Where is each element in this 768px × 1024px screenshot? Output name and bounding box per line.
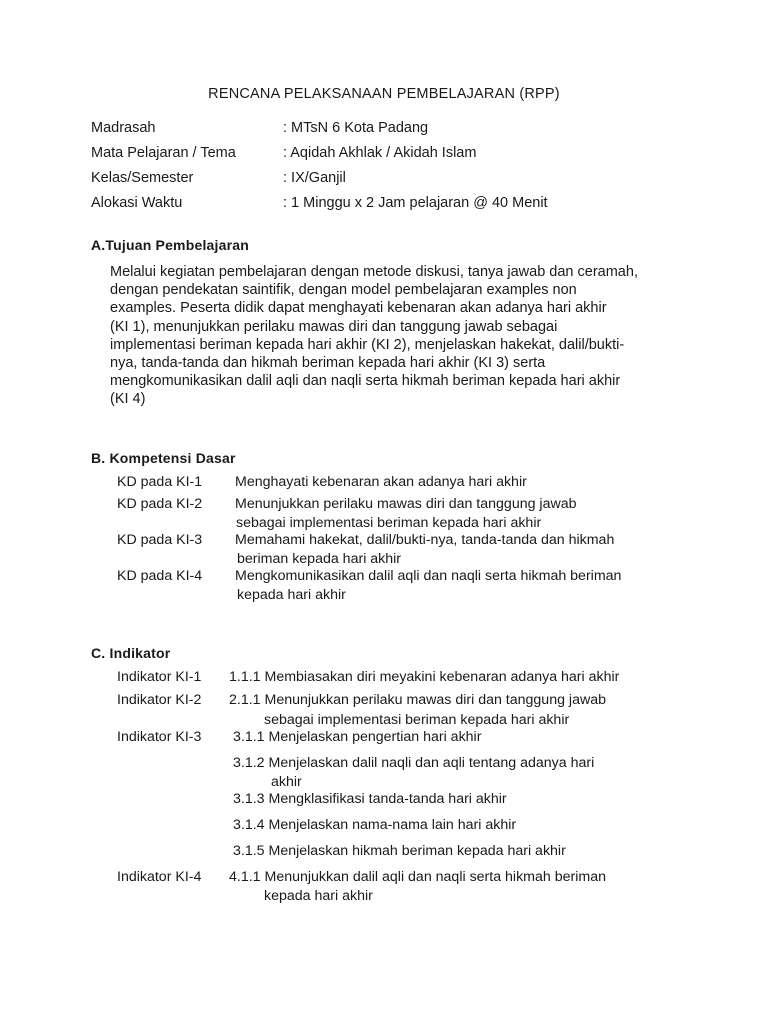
- indicator-text: 4.1.1 Menunjukkan dalil aqli dan naqli serta hikmah beriman: [229, 869, 606, 885]
- indicator-label: Indikator KI-2: [117, 692, 202, 708]
- kd-label: KD pada KI-3: [117, 532, 203, 548]
- indicator-label: Indikator KI-1: [117, 669, 202, 685]
- meta-value-subject: : Aqidah Akhlak / Akidah Islam: [283, 145, 477, 161]
- indicator-text-continued: kepada hari akhir: [264, 888, 373, 904]
- kd-text-continued: sebagai implementasi beriman kepada hari akhir: [236, 515, 542, 531]
- paragraph-line: Melalui kegiatan pembelajaran dengan metode diskusi, tanya jawab dan ceramah,: [110, 264, 638, 280]
- meta-label-time: Alokasi Waktu: [91, 195, 183, 211]
- paragraph-line: mengkomunikasikan dalil aqli dan naqli serta hikmah beriman kepada hari akhir: [110, 373, 621, 390]
- meta-label-madrasah: Madrasah: [91, 120, 156, 136]
- paragraph-line: (KI 4): [110, 391, 146, 408]
- kd-label: KD pada KI-2: [117, 496, 203, 512]
- kd-text-continued: beriman kepada hari akhir: [237, 551, 402, 567]
- section-a-heading: A.Tujuan Pembelajaran: [91, 237, 249, 253]
- kd-text: Mengkomunikasikan dalil aqli dan naqli serta hikmah beriman: [235, 568, 622, 584]
- paragraph-line: examples. Peserta didik dapat menghayati kebenaran akan adanya hari akhir: [110, 300, 607, 317]
- document-title: RENCANA PELAKSANAAN PEMBELAJARAN (RPP): [208, 86, 560, 102]
- section-a-paragraph: [110, 263, 690, 409]
- indicator-text: 3.1.5 Menjelaskan hikmah beriman kepada hari akhir: [233, 843, 566, 859]
- indicator-label: Indikator KI-4: [117, 869, 202, 885]
- kd-text: Memahami hakekat, dalil/bukti-nya, tanda-tanda dan hikmah: [235, 532, 615, 548]
- kd-label: KD pada KI-1: [117, 474, 203, 490]
- indicator-text: 1.1.1 Membiasakan diri meyakini kebenaran adanya hari akhir: [229, 669, 620, 685]
- meta-label-subject: Mata Pelajaran / Tema: [91, 145, 236, 161]
- indicator-label: Indikator KI-3: [117, 729, 202, 745]
- kd-text: Menunjukkan perilaku mawas diri dan tanggung jawab: [235, 496, 577, 512]
- kd-text: Menghayati kebenaran akan adanya hari akhir: [235, 474, 527, 490]
- kd-label: KD pada KI-4: [117, 568, 203, 584]
- paragraph-line: (KI 1), menunjukkan perilaku mawas diri dan tanggung jawab sebagai: [110, 318, 558, 335]
- indicator-text-continued: akhir: [271, 774, 302, 790]
- indicator-text-continued: sebagai implementasi beriman kepada hari akhir: [264, 712, 570, 728]
- indicator-text: 3.1.2 Menjelaskan dalil naqli dan aqli tentang adanya hari: [233, 755, 595, 771]
- meta-value-time: : 1 Minggu x 2 Jam pelajaran @ 40 Menit: [283, 195, 548, 211]
- section-b-heading: B. Kompetensi Dasar: [91, 450, 236, 466]
- meta-value-madrasah: : MTsN 6 Kota Padang: [283, 120, 429, 136]
- indicator-text: 3.1.3 Mengklasifikasi tanda-tanda hari akhir: [233, 791, 507, 807]
- indicator-text: 3.1.1 Menjelaskan pengertian hari akhir: [233, 729, 482, 745]
- indicator-text: 3.1.4 Menjelaskan nama-nama lain hari akhir: [233, 817, 517, 833]
- meta-value-class: : IX/Ganjil: [283, 170, 346, 186]
- paragraph-line: dengan pendekatan saintifik, dengan model pembelajaran examples non: [110, 282, 577, 299]
- indicator-text: 2.1.1 Menunjukkan perilaku mawas diri dan tanggung jawab: [229, 692, 606, 708]
- meta-label-class: Kelas/Semester: [91, 170, 194, 186]
- paragraph-line: nya, tanda-tanda dan hikmah beriman kepada hari akhir (KI 3) serta: [110, 355, 546, 372]
- paragraph-line: implementasi beriman kepada hari akhir (KI 2), menjelaskan hakekat, dalil/bukti-: [110, 336, 625, 353]
- kd-text-continued: kepada hari akhir: [237, 587, 346, 603]
- section-c-heading: C. Indikator: [91, 645, 171, 661]
